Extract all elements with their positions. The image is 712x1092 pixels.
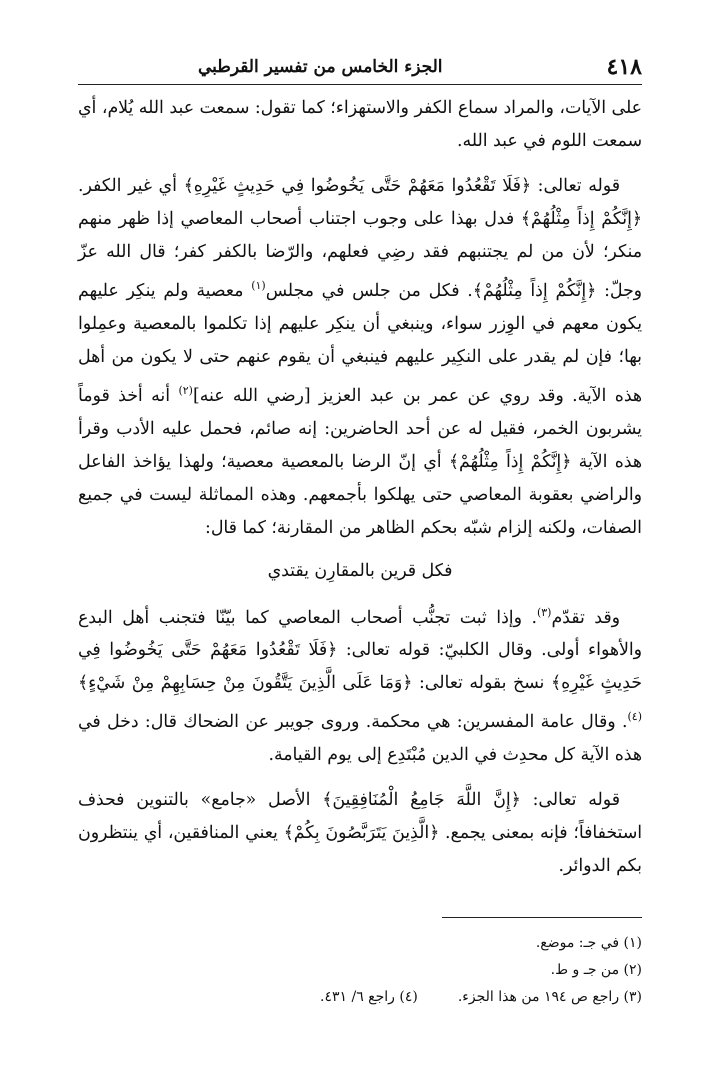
quran-quote: ﴿إِنَّ اللَّهَ جَامِعُ الْمُنَافِقِينَ﴾ [322, 790, 521, 811]
text-run: . وقال عامة المفسرين: هي محكمة. وروى جويبر عن الضحاك قال: دخل في هذه الآية كل محدِث في الدين مُبْتَدِع إلى يوم القيامة. [78, 712, 642, 766]
quran-quote: ﴿إِنَّكُمْ إِذاً مِثْلُهُمْ﴾ [448, 451, 572, 472]
quran-quote: ﴿إِنَّكُمْ إِذاً مِثْلُهُمْ﴾ [472, 280, 597, 301]
text-run: أي غير الكفر. [78, 176, 184, 196]
footnote-ref: (٣) [536, 605, 552, 619]
text-run: أي إنّ الرضا بالمعصية معصية؛ ولهذا يؤاخذ الفاعل والراضي بعقوبة المعاصي حتى يهلكوا بأجمعهم. وهذه المماثلة ليست في جميع الصفات، ولكنه إلزام شبّه بحكم الظاهر من المقارنة؛ كما قال: [78, 451, 642, 538]
quran-quote: ﴿وَمَا عَلَى الَّذِينَ يَتَّقُونَ مِنْ حِسَابِهِمْ مِنْ شَيْءٍ﴾ [78, 673, 413, 694]
text-run: أنه أخذ قوماً يشربون الخمر، فقيل له عن أحد الحاضرين: إنه صائم، فحمل عليه الأدب وقرأ هذه الآية [78, 385, 642, 472]
poetry-verse: فكل قرين بالمقارِن يقتدي [267, 560, 453, 581]
text-run: . فكل من جلس في مجلس [265, 280, 473, 301]
text-run: . وإذا ثبت تجنُّب أصحاب المعاصي كما بيّنّا فتجنب أهل البدع والأهواء أولى. وقال الكلبيّ: قوله تعالى: [78, 607, 642, 661]
text-run: قوله تعالى: [520, 790, 620, 811]
text-run: قوله تعالى: [531, 176, 620, 196]
text-run: يعني المنافقين، أي ينتظرون بكم الدوائر. [78, 823, 642, 877]
footnote-ref: (٤) [627, 710, 642, 724]
running-title: الجزء الخامس من تفسير القرطبي [198, 57, 443, 77]
quran-quote: ﴿إِنَّكُمْ إِذاً مِثْلُهُمْ﴾ [520, 209, 642, 229]
paragraph-continuation: على الآيات، والمراد سماع الكفر والاستهزاء؛ كما تقول: سمعت عبد الله يُلام، أي سمعت اللوم في عبد الله. [78, 98, 642, 151]
footnotes [78, 930, 642, 1011]
text-run: وقد تقدّم [551, 607, 620, 628]
footnote-3: (٣) راجع ص ١٩٤ من هذا الجزء. [457, 989, 642, 1005]
footnote-row [78, 984, 642, 1011]
paragraph-commentary-3 [78, 784, 642, 883]
page-number: ٤١٨ [606, 54, 642, 80]
text-run: نسخ بقوله تعالى: [412, 673, 551, 694]
footnote-ref: (٢) [178, 383, 193, 397]
text-run: معصية ولم ينكِر عليهم يكون معهم في الوِزر سواء، وينبغي أن ينكِر عليهم إذا تكلموا بالمعصية وعمِلوا بها؛ فإن لم يقدر على النكِير عليهم فينبغي أن يقوم عنهم حتى لا يكون من أهل هذه الآية. وقد روي عن عمر بن عبد العزيز [رضي الله عنه] [78, 280, 643, 406]
paragraph-commentary-2 [78, 596, 642, 773]
text-run: فدل بهذا على وجوب اجتناب أصحاب المعاصي إذا ظهر منهم منكر؛ لأن من لم يجتنبهم فقد رضِي فعلهم، والرّضا بالكفر كفر؛ قال الله عزّ وجلّ: [78, 209, 643, 301]
footnote-4: (٤) راجع ٦/ ٤٣١. [320, 989, 418, 1005]
main-text [78, 92, 642, 883]
footnote-ref: (١) [251, 279, 266, 292]
quran-quote: ﴿فَلَا تَقْعُدُوا مَعَهُمْ حَتَّى يَخُوضُوا فِي حَدِيثٍ غَيْرِهِ﴾ [183, 176, 531, 196]
footnote-divider [442, 917, 642, 918]
quran-quote: ﴿فَلَا تَقْعُدُوا مَعَهُمْ حَتَّى يَخُوضُوا فِي حَدِيثٍ غَيْرِهِ﴾ [78, 640, 642, 694]
footnote-1: (١) في جـ: موضع. [535, 935, 642, 951]
page-header [78, 50, 642, 85]
text-run: الأصل «جامع» بالتنوين فحذف استخفافاً؛ فإنه بمعنى يجمع. [78, 790, 643, 844]
quran-quote: ﴿الَّذِينَ يَتَرَبَّصُونَ بِكُمْ﴾ [283, 823, 440, 844]
paragraph-commentary-1 [78, 170, 642, 545]
footnote-2: (٢) من جـ و ط. [550, 962, 642, 978]
